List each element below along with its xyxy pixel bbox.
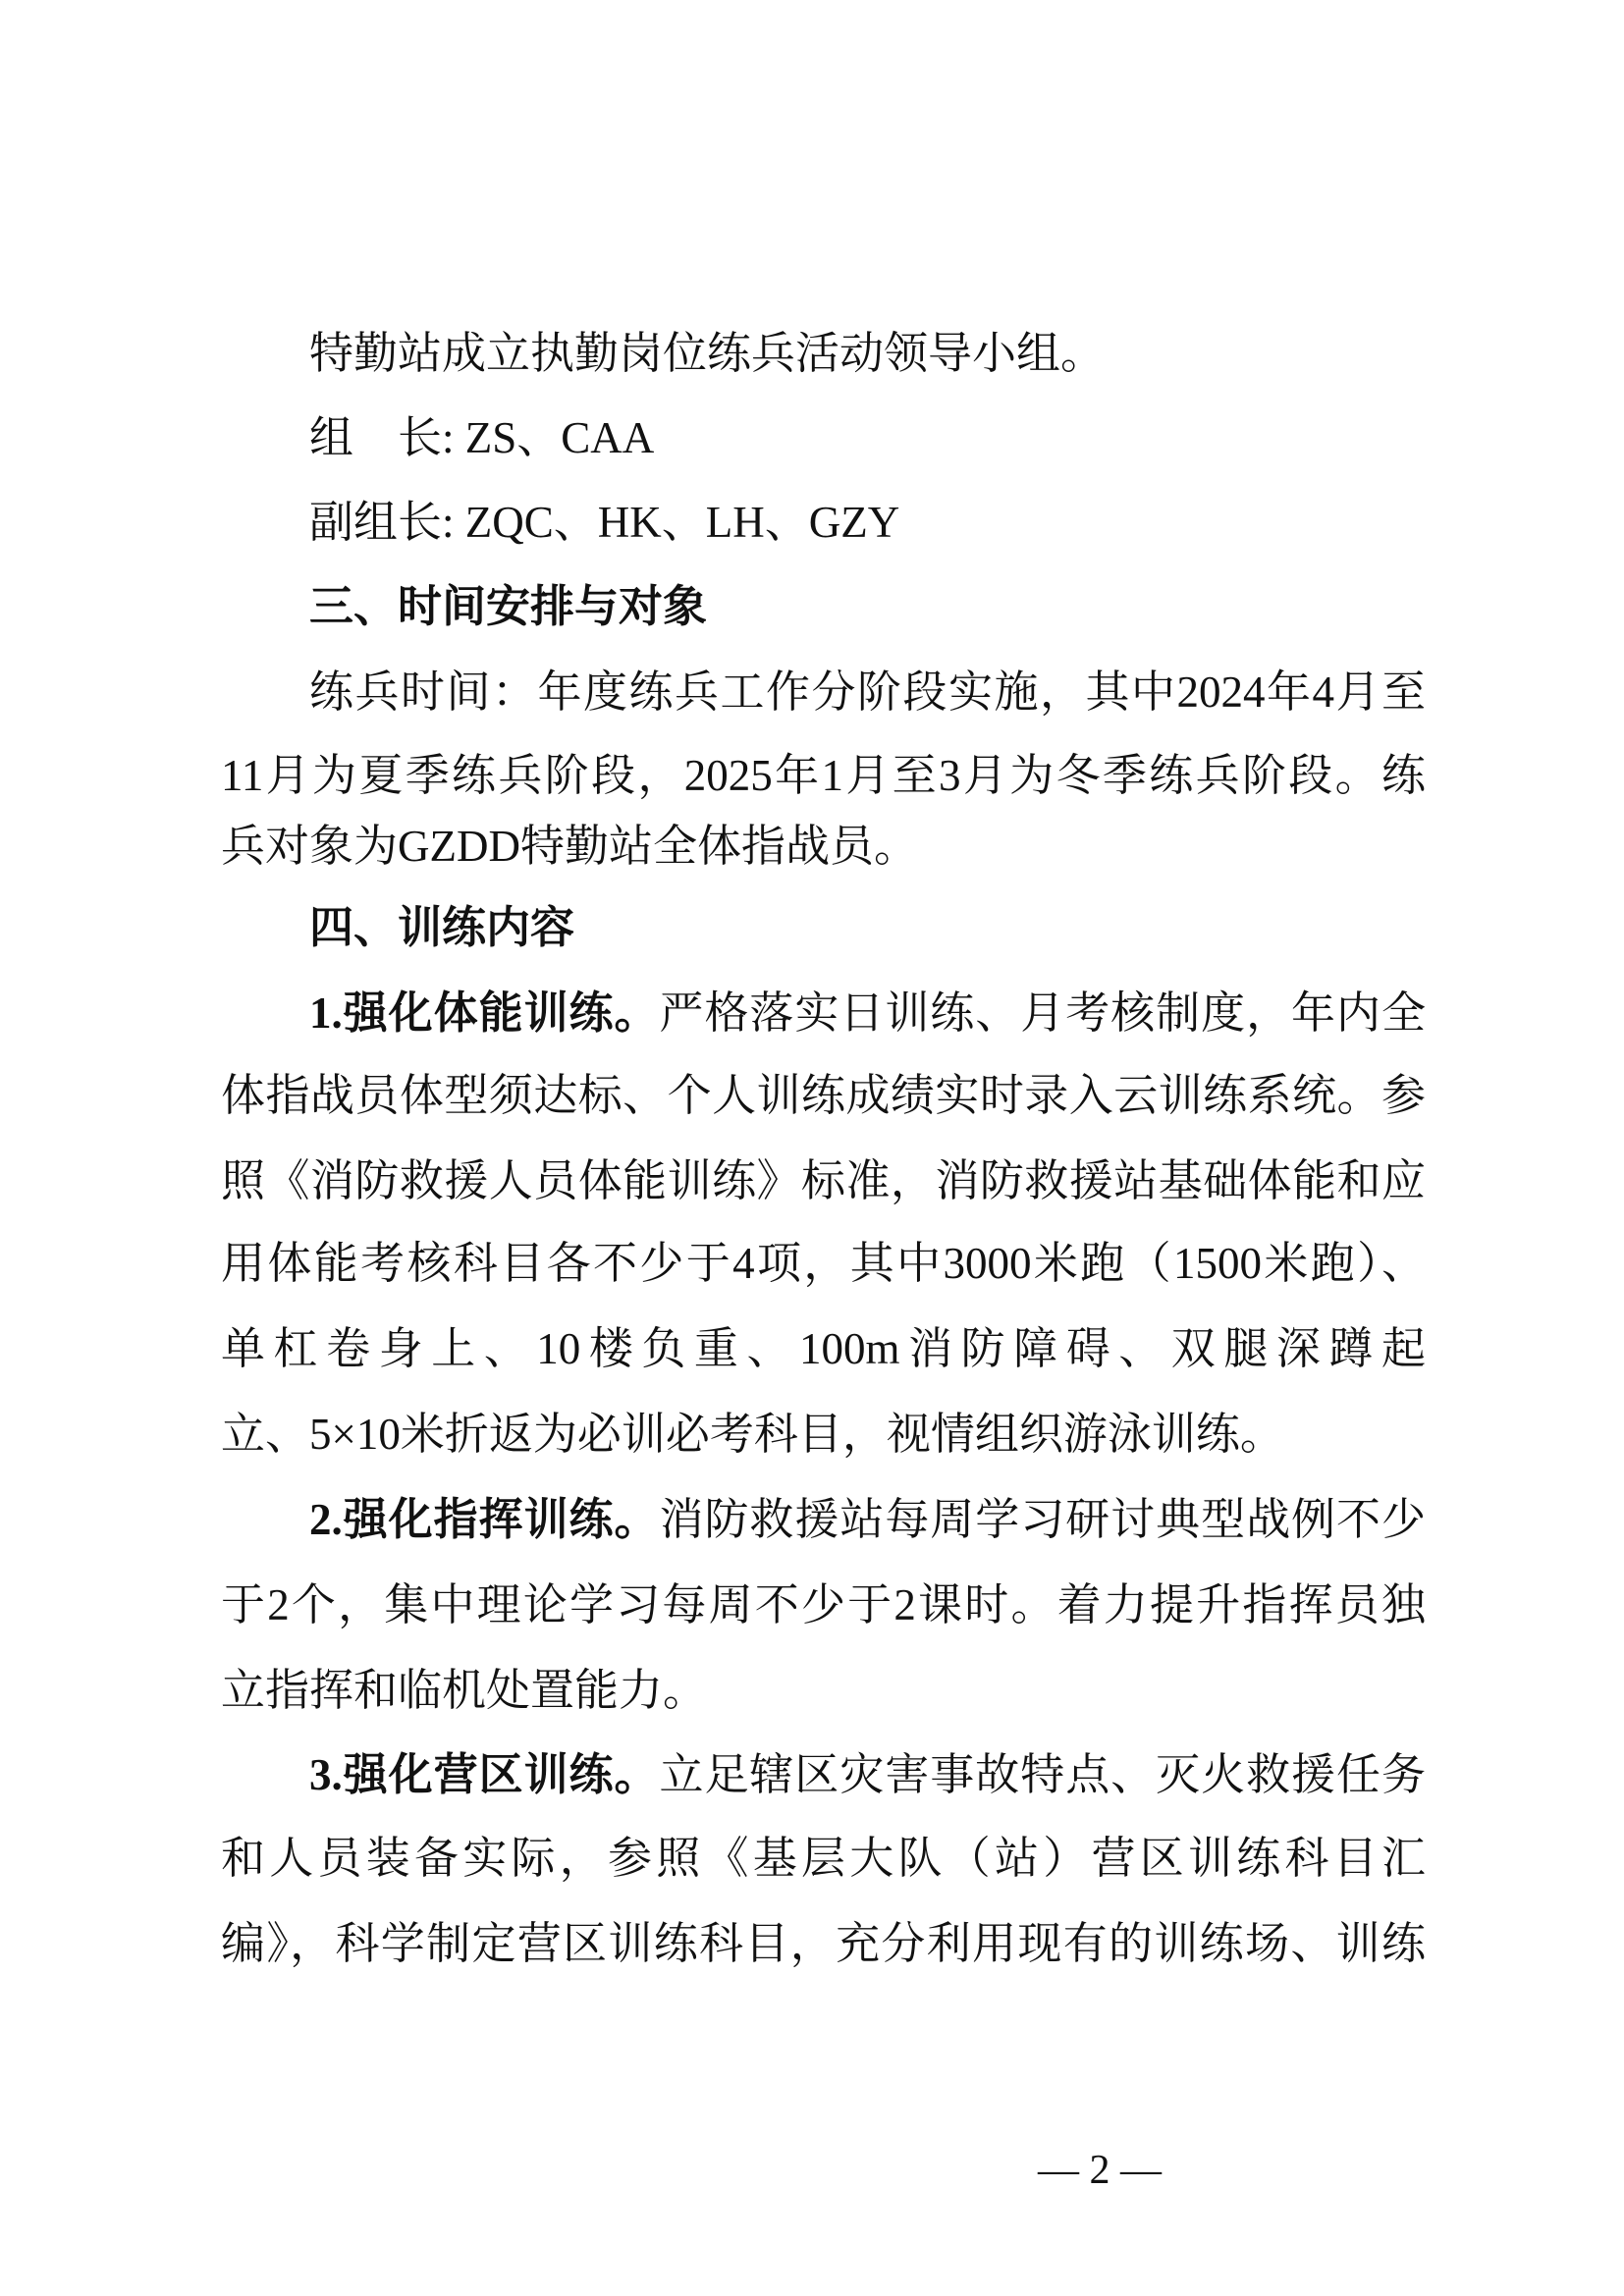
text-line <box>309 665 1426 720</box>
text-line <box>221 1153 1426 1208</box>
text-line <box>309 495 1426 550</box>
text-line <box>309 410 1426 465</box>
text-run: 四、训练内容 <box>309 901 575 953</box>
text-run: 和人员装备实际，参照《基层大队（站）营区训练科目汇 <box>221 1834 1426 1883</box>
text-run: 11月为夏季练兵阶段，2025年1月至3月为冬季练兵阶段。练 <box>221 751 1426 800</box>
page-number: — 2 — <box>1038 2148 1162 2193</box>
text-line <box>221 1831 1426 1886</box>
text-line <box>309 1747 1426 1802</box>
text-run: 严格落实日训练、月考核制度，年内全 <box>659 988 1426 1038</box>
text-run: 立、5×10米折返为必训必考科目，视情组织游泳训练。 <box>221 1410 1284 1459</box>
text-run: 特勤站成立执勤岗位练兵活动领导小组。 <box>309 329 1106 378</box>
text-run: 单杠卷身上、10楼负重、100m消防障碍、双腿深蹲起 <box>221 1324 1426 1373</box>
text-line <box>221 748 1426 803</box>
text-run: 编》，科学制定营区训练科目，充分利用现有的训练场、训练 <box>221 1919 1426 1968</box>
section-heading <box>309 579 1426 634</box>
text-line <box>221 1236 1426 1291</box>
text-run: 三、时间安排与对象 <box>309 580 708 632</box>
section-heading <box>309 900 1426 955</box>
text-line <box>221 1407 1426 1462</box>
text-line <box>221 1577 1426 1632</box>
text-line <box>221 1068 1426 1123</box>
text-run: 立指挥和临机处置能力。 <box>221 1666 708 1715</box>
text-line <box>309 1492 1426 1547</box>
text-line <box>221 1321 1426 1376</box>
text-run: 于2个，集中理论学习每周不少于2课时。着力提升指挥员独 <box>221 1580 1426 1629</box>
bold-subheading: 1.强化体能训练。 <box>309 988 660 1038</box>
bold-subheading: 3.强化营区训练。 <box>309 1750 660 1799</box>
text-run: 照《消防救援人员体能训练》标准，消防救援站基础体能和应 <box>221 1156 1426 1205</box>
text-run: 副组长: ZQC、HK、LH、GZY <box>309 498 900 547</box>
text-line <box>309 986 1426 1041</box>
text-run: 兵对象为GZDD特勤站全体指战员。 <box>221 822 918 871</box>
bold-subheading: 2.强化指挥训练。 <box>309 1495 660 1544</box>
text-run: 练兵时间：年度练兵工作分阶段实施，其中2024年4月至 <box>309 667 1426 717</box>
text-line <box>221 1663 1426 1718</box>
text-line <box>309 326 1426 381</box>
text-run: 用体能考核科目各不少于4项，其中3000米跑（1500米跑）、 <box>221 1239 1426 1288</box>
text-run: 立足辖区灾害事故特点、灭火救援任务 <box>659 1750 1426 1799</box>
text-run: 组 长: ZS、CAA <box>309 413 655 462</box>
text-run: 体指战员体型须达标、个人训练成绩实时录入云训练系统。参 <box>221 1071 1426 1120</box>
text-line <box>221 819 1426 874</box>
text-run: 消防救援站每周学习研讨典型战例不少 <box>659 1495 1426 1544</box>
text-line <box>221 1916 1426 1971</box>
